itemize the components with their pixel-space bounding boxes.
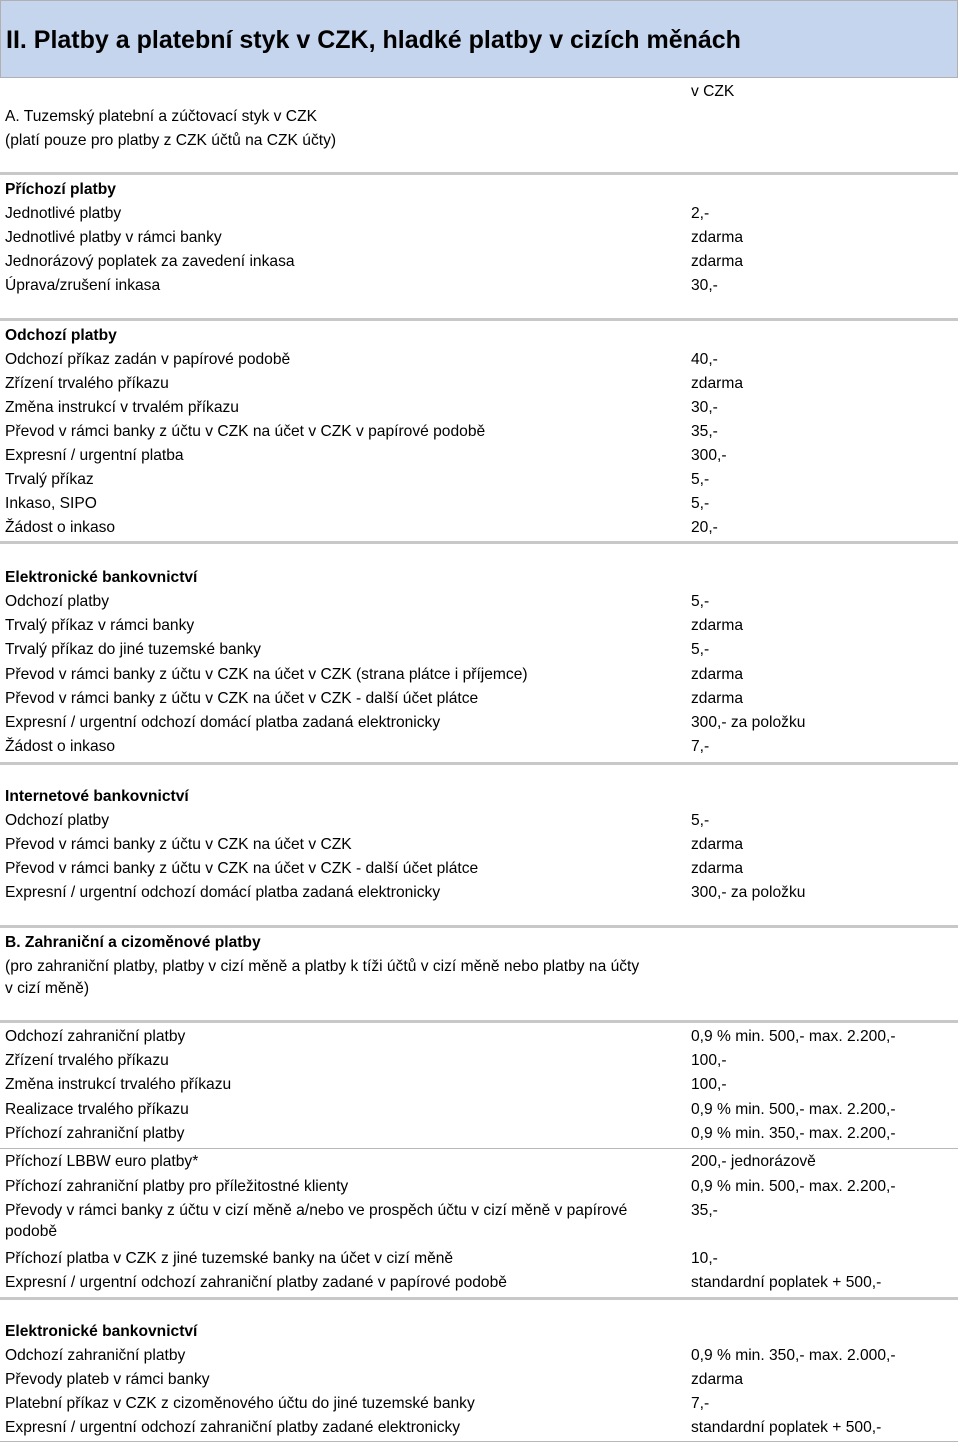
divider	[0, 1441, 958, 1442]
table-row-value: zdarma	[691, 666, 743, 683]
divider	[0, 1297, 958, 1300]
table-row-value: 300,-	[691, 447, 727, 464]
table-row-value: zdarma	[691, 860, 743, 877]
table-row-label: Jednotlivé platby	[5, 205, 122, 222]
table-row-label: Platební příkaz v CZK z cizoměnového účtu do jiné tuzemské banky	[5, 1395, 475, 1412]
table-row-value: 0,9 % min. 500,- max. 2.200,-	[691, 1101, 896, 1118]
table-row-value: 5,-	[691, 641, 710, 658]
table-row-label: Příchozí platba v CZK z jiné tuzemské banky na účet v cizí měně	[5, 1250, 454, 1267]
table-row-value: 40,-	[691, 351, 718, 368]
table-row-label: Převod v rámci banky z účtu v CZK na účet v CZK v papírové podobě	[5, 423, 486, 440]
divider	[0, 762, 958, 765]
page-title: II. Platby a platební styk v CZK, hladké platby v cizích měnách	[6, 26, 741, 54]
table-row-value: zdarma	[691, 1371, 743, 1388]
table-row-value: 0,9 % min. 500,- max. 2.200,-	[691, 1028, 896, 1045]
internetove-heading: Internetové bankovnictví	[5, 788, 189, 805]
table-row-value: 20,-	[691, 519, 718, 536]
table-row-value: 0,9 % min. 350,- max. 2.200,-	[691, 1125, 896, 1142]
divider	[0, 541, 958, 544]
table-row-label: Inkaso, SIPO	[5, 495, 97, 512]
table-row-value: 5,-	[691, 812, 710, 829]
table-row-value: 300,- za položku	[691, 714, 806, 731]
table-row-label: Odchozí platby	[5, 812, 110, 829]
title-bar	[0, 0, 958, 78]
table-row-value: 2,-	[691, 205, 710, 222]
divider	[0, 172, 958, 175]
table-row-value: 30,-	[691, 399, 718, 416]
table-row-label: Převody v rámci banky z účtu v cizí měně a/nebo ve prospěch účtu v cizí měně v papírové	[5, 1202, 628, 1219]
table-row-label: Expresní / urgentní platba	[5, 447, 184, 464]
table-row-label: Trvalý příkaz	[5, 471, 94, 488]
table-row-label-cont: podobě	[5, 1223, 58, 1240]
currency-label: v CZK	[691, 83, 735, 100]
table-row-label: Expresní / urgentní odchozí domácí platba zadaná elektronicky	[5, 884, 441, 901]
table-row-value: 300,- za položku	[691, 884, 806, 901]
table-row-label: Příchozí zahraniční platby	[5, 1125, 185, 1142]
table-row-label: Převody plateb v rámci banky	[5, 1371, 210, 1388]
table-row-value: standardní poplatek + 500,-	[691, 1274, 882, 1291]
odchozi-heading: Odchozí platby	[5, 327, 117, 344]
table-row-value: zdarma	[691, 836, 743, 853]
table-row-label: Odchozí platby	[5, 593, 110, 610]
table-row-value: 35,-	[691, 1202, 718, 1219]
table-row-value: zdarma	[691, 375, 743, 392]
section-b-heading: B. Zahraniční a cizoměnové platby	[5, 934, 261, 951]
table-row-label: Odchozí příkaz zadán v papírové podobě	[5, 351, 291, 368]
table-row-label: Expresní / urgentní odchozí domácí platba zadaná elektronicky	[5, 714, 441, 731]
table-row-label: Změna instrukcí v trvalém příkazu	[5, 399, 239, 416]
table-row-label: Příchozí zahraniční platby pro příležitostné klienty	[5, 1178, 349, 1195]
table-row-value: zdarma	[691, 229, 743, 246]
table-row-label: Převod v rámci banky z účtu v CZK na účet v CZK (strana plátce i příjemce)	[5, 666, 528, 683]
table-row-value: 10,-	[691, 1250, 718, 1267]
table-row-label: Jednorázový poplatek za zavedení inkasa	[5, 253, 295, 270]
section-a-heading: A. Tuzemský platební a zúčtovací styk v CZK	[5, 108, 317, 125]
section-b-note-line-2: v cizí měně)	[5, 980, 90, 997]
divider	[0, 318, 958, 321]
table-row-label: Převod v rámci banky z účtu v CZK na účet v CZK - další účet plátce	[5, 690, 479, 707]
table-row-value: 200,- jednorázově	[691, 1153, 816, 1170]
table-row-value: 5,-	[691, 593, 710, 610]
prichozi-heading: Příchozí platby	[5, 181, 116, 198]
table-row-label: Příchozí LBBW euro platby*	[5, 1153, 199, 1170]
table-row-value: 5,-	[691, 495, 710, 512]
table-row-label: Trvalý příkaz do jiné tuzemské banky	[5, 641, 261, 658]
divider	[0, 925, 958, 928]
table-row-value: 0,9 % min. 500,- max. 2.200,-	[691, 1178, 896, 1195]
table-row-label: Jednotlivé platby v rámci banky	[5, 229, 222, 246]
divider	[0, 1148, 958, 1149]
table-row-label: Zřízení trvalého příkazu	[5, 375, 169, 392]
table-row-label: Převod v rámci banky z účtu v CZK na účet v CZK	[5, 836, 352, 853]
table-row-label: Odchozí zahraniční platby	[5, 1347, 186, 1364]
table-row-label: Odchozí zahraniční platby	[5, 1028, 186, 1045]
table-row-label: Žádost o inkaso	[5, 519, 116, 536]
table-row-label: Expresní / urgentní odchozí zahraniční platby zadané elektronicky	[5, 1419, 461, 1436]
table-row-value: zdarma	[691, 253, 743, 270]
table-row-value: standardní poplatek + 500,-	[691, 1419, 882, 1436]
elektronicke-b-heading: Elektronické bankovnictví	[5, 1323, 198, 1340]
table-row-label: Expresní / urgentní odchozí zahraniční platby zadané v papírové podobě	[5, 1274, 507, 1291]
table-row-label: Žádost o inkaso	[5, 738, 116, 755]
table-row-value: 5,-	[691, 471, 710, 488]
table-row-value: 7,-	[691, 738, 710, 755]
table-row-label: Převod v rámci banky z účtu v CZK na účet v CZK - další účet plátce	[5, 860, 479, 877]
table-row-label: Realizace trvalého příkazu	[5, 1101, 189, 1118]
table-row-value: zdarma	[691, 617, 743, 634]
table-row-label: Zřízení trvalého příkazu	[5, 1052, 169, 1069]
section-a-subheading: (platí pouze pro platby z CZK účtů na CZK účty)	[5, 132, 337, 149]
elektronicke-heading: Elektronické bankovnictví	[5, 569, 198, 586]
table-row-value: 7,-	[691, 1395, 710, 1412]
table-row-value: 0,9 % min. 350,- max. 2.000,-	[691, 1347, 896, 1364]
table-row-value: 35,-	[691, 423, 718, 440]
table-row-label: Úprava/zrušení inkasa	[5, 277, 161, 294]
table-row-value: 100,-	[691, 1076, 727, 1093]
divider	[0, 1020, 958, 1023]
table-row-value: 100,-	[691, 1052, 727, 1069]
table-row-label: Změna instrukcí trvalého příkazu	[5, 1076, 232, 1093]
table-row-label: Trvalý příkaz v rámci banky	[5, 617, 195, 634]
section-b-note-line-1: (pro zahraniční platby, platby v cizí měně a platby k tíži účtů v cizí měně nebo platby na účty	[5, 958, 640, 975]
table-row-value: 30,-	[691, 277, 718, 294]
table-row-value: zdarma	[691, 690, 743, 707]
